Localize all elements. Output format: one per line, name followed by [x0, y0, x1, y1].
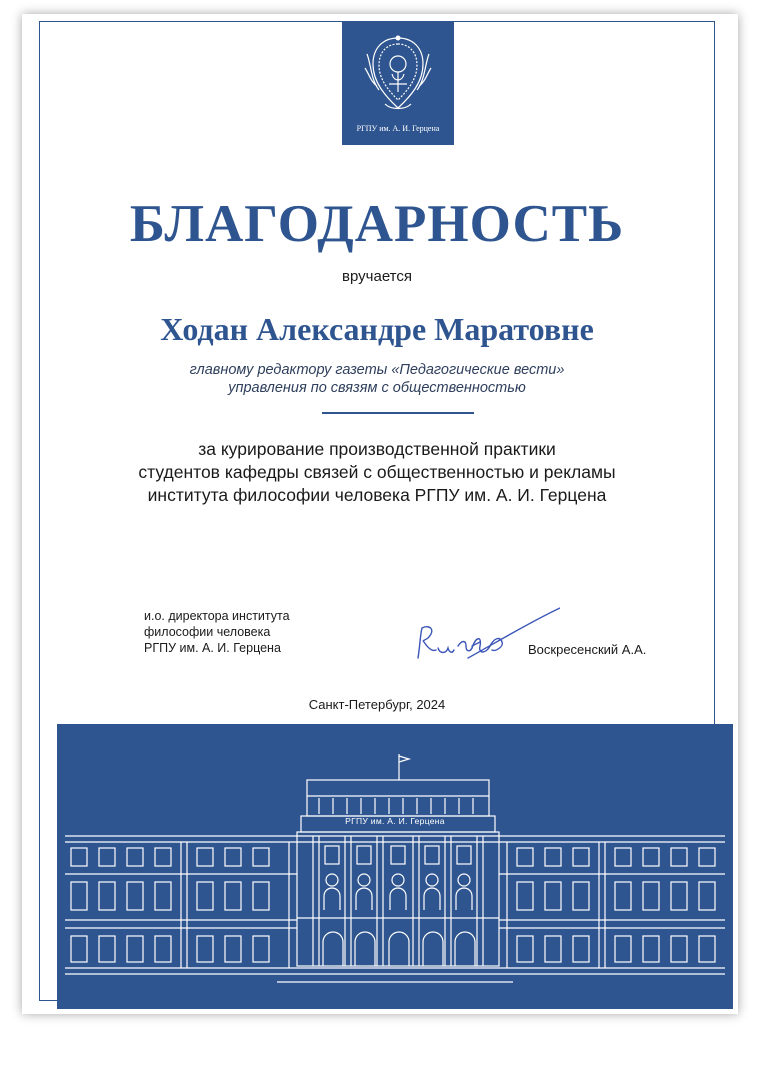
signer-title-line-1: и.о. директора института	[144, 609, 290, 623]
building-sign: РГПУ им. А. И. Герцена	[345, 816, 445, 826]
university-crest-icon	[363, 34, 433, 120]
award-reason	[40, 438, 714, 507]
position-line-1: главному редактору газеты «Педагогические вести»	[189, 362, 565, 378]
certificate-frame	[39, 21, 715, 1001]
position-line-2: управления по связям с общественностью	[228, 380, 526, 396]
recipient-name: Ходан Александре Маратовне	[160, 311, 594, 347]
reason-line-3: института философии человека РГПУ им. А. И. Герцена	[147, 485, 607, 505]
signature-icon	[410, 606, 560, 666]
emblem-block	[342, 22, 454, 145]
emblem-caption: РГПУ им. А. И. Герцена	[356, 124, 440, 133]
city-year: Санкт-Петербург, 2024	[308, 697, 446, 712]
signer-title-line-3: РГПУ им. А. И. Герцена	[144, 641, 281, 655]
recipient-position	[40, 361, 714, 397]
certificate-title: БЛАГОДАРНОСТЬ	[129, 195, 625, 253]
building-banner	[57, 724, 733, 1009]
awarded-text: вручается	[342, 268, 412, 285]
reason-line-2: студентов кафедры связей с общественностью и рекламы	[138, 462, 616, 482]
reason-line-1: за курирование производственной практики	[198, 439, 556, 459]
signer-title	[144, 608, 290, 656]
signer-name: Воскресенский А.А.	[528, 642, 647, 657]
certificate-sheet	[22, 14, 738, 1014]
university-building-icon	[57, 724, 733, 1009]
divider-line	[322, 412, 474, 414]
signer-title-line-2: философии человека	[144, 625, 271, 639]
